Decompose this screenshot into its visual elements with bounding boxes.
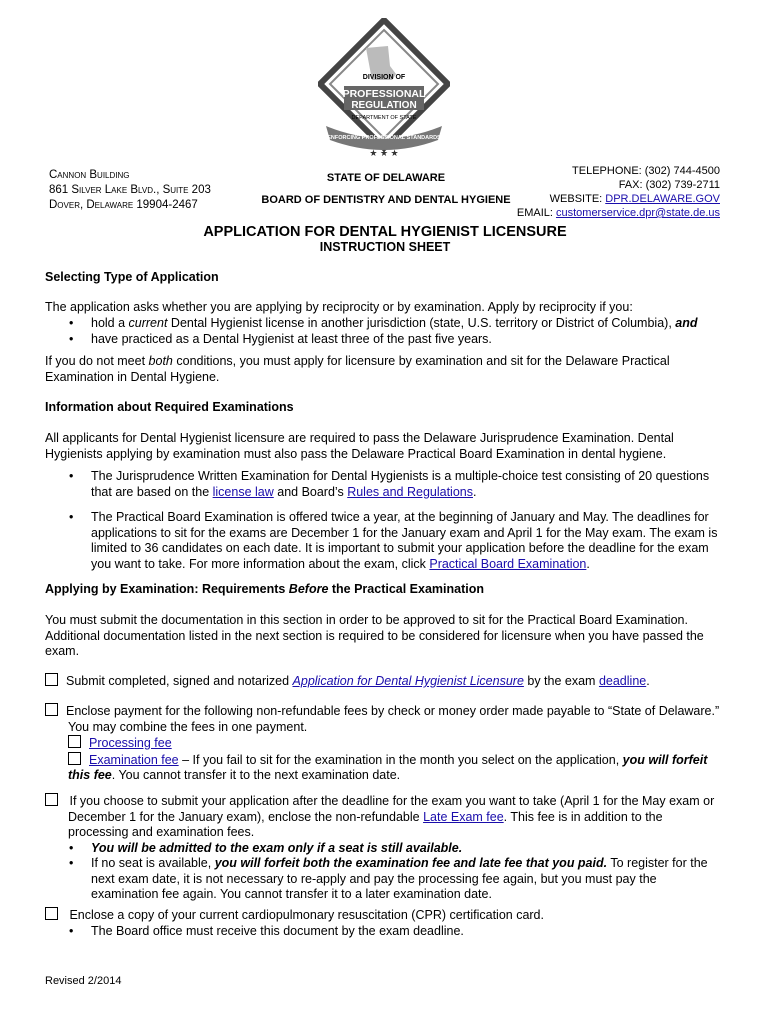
application-form-link[interactable]: Application for Dental Hygienist Licensure <box>292 674 524 688</box>
state-name: STATE OF DELAWARE <box>326 172 446 184</box>
deadline-link[interactable]: deadline <box>598 674 647 688</box>
list-item: • The Jurisprudence Written Examination for Dental Hygienists is a multiple-choice test consisting of 20 questions that are based on the license law and Board’s Rules and Regulations. <box>45 469 725 500</box>
checkbox[interactable] <box>45 673 58 686</box>
license-law-link[interactable]: license law <box>212 484 274 499</box>
list-item: • The Practical Board Examination is offered twice a year, at the beginning of January and May. The deadlines for applications to sit for the exams are December 1 for the January exam and April 1 for the May exam. The exam is limited to 36 candidates on each date. It is important to submit your application before the deadline for the exam you want to take. For more information about the exam, click Practical Board Examination. <box>45 510 725 572</box>
list-item: • have practiced as a Dental Hygienist at least three of the past five years. <box>45 332 725 348</box>
seal-line2: PROFESSIONAL <box>342 88 426 100</box>
list-item: • If no seat is available, you will forfeit both the examination fee and late fee that you paid. To register for the next exam date, it is not necessary to re-apply and pay the processing fee again, but you must pay the examination fee again. You cannot transfer it to a later examination date. <box>45 856 725 903</box>
address-line-1: Cannon Building <box>49 169 130 181</box>
email-link[interactable]: customerservice.dpr@state.de.us <box>555 207 720 219</box>
list-item: • The Board office must receive this document by the exam deadline. <box>45 924 725 940</box>
list-item: • You will be admitted to the exam only if a seat is still available. <box>45 841 725 857</box>
s1-intro: The application asks whether you are applying by reciprocity or by examination. Apply by reciprocity if you: <box>45 300 633 314</box>
checkbox[interactable] <box>45 703 58 716</box>
examination-fee-row: Examination fee – If you fail to sit for the examination in the month you select on the application, you will forfeit this fee. You cannot transfer it to the next examination date. <box>68 752 708 782</box>
office-address <box>49 168 211 213</box>
seal-line3: REGULATION <box>351 100 417 111</box>
seal-arc: ENFORCING PROFESSIONAL STANDARDS <box>327 135 441 141</box>
checkbox[interactable] <box>68 752 81 765</box>
examination-fee-link[interactable]: Examination fee <box>89 752 179 767</box>
email-line: EMAIL: customerservice.dpr@state.de.us <box>516 207 720 219</box>
page-title: APPLICATION FOR DENTAL HYGIENIST LICENSURE <box>203 224 567 240</box>
checklist-item-late-fee: If you choose to submit your application after the deadline for the exam you want to take (April 1 for the May exam or December 1 for the January exam), enclose the non-refundable Late Exam fee. This fee is in addition to the processing and examination fees. • You will be admitted to the exam only if a seat is still available. • If no seat is available, you will forfeit both the examination fee and late fee that you paid. To register for the next exam date, it is not necessary to re-apply and pay the processing fee again, but you must pay the examination fee again. You cannot transfer it to a later examination date. <box>45 793 725 903</box>
heading-applying-by-exam: Applying by Examination: Requirements Before the Practical Examination <box>45 582 484 596</box>
fax: FAX: (302) 739-2711 <box>618 179 720 191</box>
address-line-3: Dover, Delaware 19904-2467 <box>49 199 198 211</box>
late-exam-fee-link[interactable]: Late Exam fee <box>423 809 504 824</box>
heading-selecting-type: Selecting Type of Application <box>45 270 219 284</box>
checklist-item-fees: Enclose payment for the following non-refundable fees by check or money order made payable to “State of Delaware.” You may combine the fees in one payment. Processing fee Examination fee – If you fail to sit for the examination in the month you select on the application, you will forfeit this fee. You cannot transfer it to the next examination date. <box>45 703 725 784</box>
checklist-item-cpr: Enclose a copy of your current cardiopulmonary resuscitation (CPR) certification card. • The Board office must receive this document by the exam deadline. <box>45 907 725 939</box>
processing-fee-row <box>45 735 725 752</box>
checkbox[interactable] <box>45 793 58 806</box>
s1-paragraph: If you do not meet both conditions, you must apply for licensure by examination and sit for the Delaware Practical Examination in Dental Hygiene. <box>45 354 670 384</box>
list-item: • hold a current Dental Hygienist license in another jurisdiction (state, U.S. territory or District of Columbia), and <box>45 316 725 332</box>
page-subtitle: INSTRUCTION SHEET <box>319 240 451 254</box>
processing-fee-link[interactable]: Processing fee <box>89 736 172 750</box>
heading-required-exams: Information about Required Examinations <box>45 400 294 414</box>
website-link[interactable]: DPR.DELAWARE.GOV <box>605 193 720 205</box>
seal-line1: DIVISION OF <box>362 74 406 81</box>
website-line: WEBSITE: DPR.DELAWARE.GOV <box>549 193 720 205</box>
address-line-2: 861 Silver Lake Blvd., Suite 203 <box>49 184 211 196</box>
revision-date: Revised 2/2014 <box>45 975 122 987</box>
s2-bullets <box>45 469 725 572</box>
s1-bullets <box>45 316 725 347</box>
practical-exam-link[interactable]: Practical Board Examination <box>429 556 587 571</box>
checklist-item-application: Submit completed, signed and notarized Application for Dental Hygienist Licensure by the exam deadline. <box>45 673 725 690</box>
checkbox[interactable] <box>68 735 81 748</box>
board-name: BOARD OF DENTISTRY AND DENTAL HYGIENE <box>261 194 511 206</box>
dpr-seal-logo <box>318 18 450 160</box>
seal-line4: DEPARTMENT OF STATE <box>351 115 417 121</box>
svg-text:★ ★ ★: ★ ★ ★ <box>369 148 399 158</box>
contact-block <box>517 164 720 220</box>
rules-regulations-link[interactable]: Rules and Regulations <box>347 484 473 499</box>
checkbox[interactable] <box>45 907 58 920</box>
telephone: TELEPHONE: (302) 744-4500 <box>572 165 720 177</box>
s2-paragraph: All applicants for Dental Hygienist licensure are required to pass the Delaware Jurisprudence Examination. Dental Hygienists applying by examination must also pass the Delaware Practical Board Examination in dental hygiene. <box>45 431 674 461</box>
s3-paragraph: You must submit the documentation in this section in order to be approved to sit for the Practical Board Examination. Additional documentation listed in the next section is required to be considered for licensure when you have passed the exam. <box>45 613 704 658</box>
